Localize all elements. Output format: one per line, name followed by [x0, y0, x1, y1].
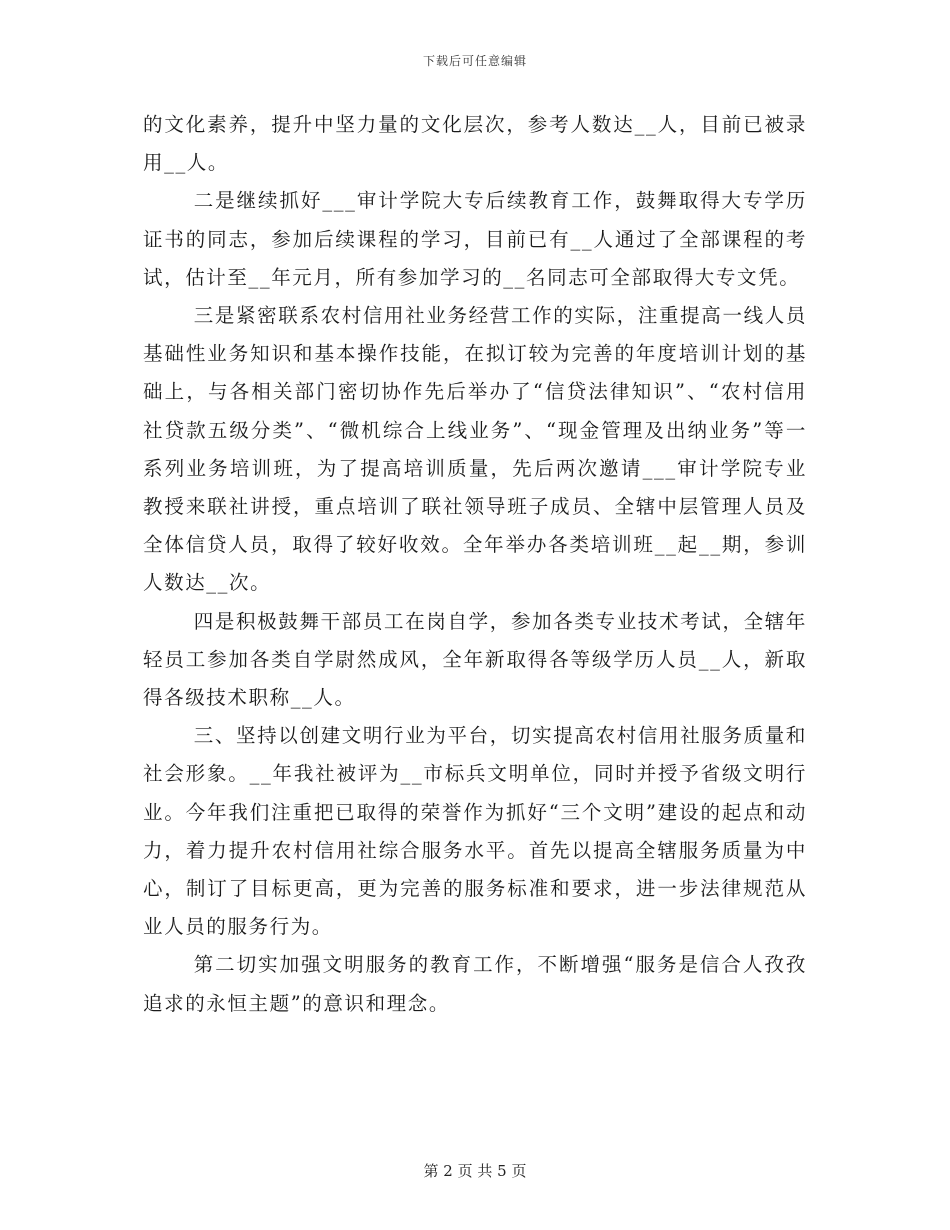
paragraph: 第二切实加强文明服务的教育工作，不断增强“服务是信合人孜孜追求的永恒主题”的意识和理念。: [143, 953, 807, 1015]
paragraph: 三、坚持以创建文明行业为平台，切实提高农村信用社服务质量和社会形象。__年我社被评为__市标兵文明单位，同时并授予省级文明行业。今年我们注重把已取得的荣誉作为抓好“三个文明”建设的起点和动力，着力提升农村信用社综合服务水平。首先以提高全辖服务质量为中心，制订了目标更高，更为完善的服务标准和要求，进一步法律规范从业人员的服务行为。: [143, 724, 807, 939]
paragraph: 的文化素养，提升中坚力量的文化层次，参考人数达__人，目前已被录用__人。: [143, 113, 807, 175]
paragraph: 三是紧密联系农村信用社业务经营工作的实际，注重提高一线人员基础性业务知识和基本操作技能，在拟订较为完善的年度培训计划的基础上，与各相关部门密切协作先后举办了“信贷法律知识”、“农村信用社贷款五级分类”、“微机综合上线业务”、“现金管理及出纳业务”等一系列业务培训班，为了提高培训质量，先后两次邀请___审计学院专业教授来联社讲授，重点培训了联社领导班子成员、全辖中层管理人员及全体信贷人员，取得了较好收效。全年举办各类培训班__起__期，参训人数达__次。: [143, 304, 807, 595]
page-header: 下载后可任意编辑: [422, 54, 527, 68]
page-number-footer: 第 2 页 共 5 页: [423, 1162, 527, 1180]
paragraph: 二是继续抓好___审计学院大专后续教育工作，鼓舞取得大专学历证书的同志，参加后续课程的学习，目前已有__人通过了全部课程的考试，估计至__年元月，所有参加学习的__名同志可全部取得大专文凭。: [143, 189, 807, 289]
paragraph: 四是积极鼓舞干部员工在岗自学，参加各类专业技术考试，全辖年轻员工参加各类自学尉然成风，全年新取得各等级学历人员__人，新取得各级技术职称__人。: [143, 609, 807, 710]
document-body: [143, 106, 807, 1023]
